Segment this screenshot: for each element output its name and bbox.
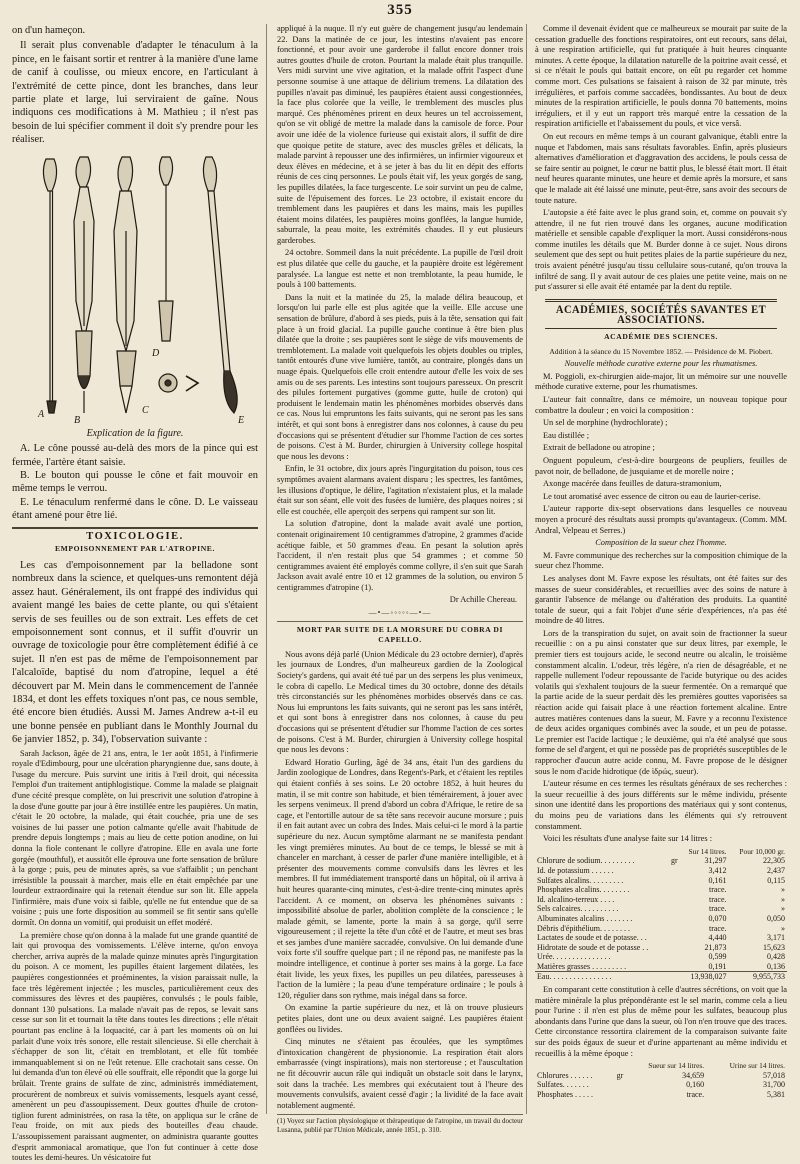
cobra-paragraph: Cinq minutes ne s'étaient pas écoulées, que les symptômes d'intoxication changèrent de physionomie. La respiration était alors embarrassée (vingt inspirations), mais non stertoreuse ; et l'auscultation ne fit découvrir aucun râle qui indiquât un obstacle soit dans le larynx, soit dans la trachée. Les membres qui exécutaient tout à l'heure des mouvements convulsifs, avaient cessé d'agir ; la lividité de la face avait notablement augmenté. — [277, 1037, 523, 1110]
table-cell — [671, 943, 679, 953]
comparison-paragraph: En comparant cette constitution à celle d'autres sécrétions, on voit que la matière minérale la plus prépondérante est le sel marin, comme cela a lieu pour l'urine : il n'en est plus de même pour les sulfates, beaucoup plus abondants dans l'urine que dans la sueur, où l'on n'en trouve que des traces. Cette circonstance ressortira clairement de la comparaison suivante faite sur des poids égaux de sueur et d'urine appartenant au même individu et recueillis à la même époque : — [535, 985, 787, 1058]
method-paragraph: M. Poggioli, ex-chirurgien aide-major, lit un mémoire sur une nouvelle méthode curative externe, pour les rhumatismes. — [535, 371, 787, 392]
table-row — [535, 924, 787, 934]
recipe-item: Axonge macérée dans feuilles de datura-stramonium, — [543, 479, 722, 489]
case-paragraph: Dans la nuit et la matinée du 25, la malade délira beaucoup, et lorsqu'on lui parle elle est plus agitée que la veille. Elle accuse une sensation de brûlure, d'abord à ses pieds, puis à la tête, sensation qui fait place à un froid glacial. La pupille gauche continue à être bien plus dilatée que la droite ; ses paupières sont le siège de vifs mouvements de tremblotement. La malade voit quelquefois les objets doubles ou triples, tantôt entourés d'une vive lumière, tantôt, au contraire, plongés dans un nuage épais. Quelquefois elle croit entendre autour d'elle les voix de ses amis ou de ses parents. Les intestins sont toujours paresseux. On prescrit des pilules fortement purgatives (gomme gutte, huile de croton) qui produisent le lendemain matin les phénomènes morbides observés dans ce cas. Nous lui empruntons les faits suivants, qui ne seront pas les sans intérêt, et qui sont bons à enregistrer dans nos colonnes, à cause du peu d'occasions qui se présentent d'étudier sur l'homme l'action de ces sortes de poisons. C'est à M. Burder, chirurgien à University college hospital que nous les devons : — [277, 292, 523, 461]
table-cell: Sels calcaires. . . . . . . . . . — [537, 904, 619, 914]
cobra-paragraph: Nous avons déjà parlé (Union Médicale du 23 octobre dernier), d'après les journaux de Londres, d'un malheureux gardien de la Zoological Society's gardens, qui avait été tué par un des serpens les plus venimeux, le cobra di capello. Le Medical times du 30 octobre, donne des détails très circonstanciés sur les phénomènes morbides observés dans ce cas. Nous lui empruntons les faits suivants, qui ne seront pas les sans intérêt, et qui sont bons à enregistrer dans nos colonnes, à cause du peu d'occasions qui se présentent d'étudier sur l'homme l'action de ces sortes de poisons. C'est à M. Burder, chirurgien à University college hospital que nous les devons : — [277, 649, 523, 755]
figure-label-c: C — [142, 404, 149, 416]
table-cell: Matières grasses . . . . . . . . . — [537, 961, 627, 971]
table-cell — [671, 885, 679, 895]
table-cell: 3,171 — [767, 933, 785, 943]
table-cell: Phosphates alcalins. . . . . . . . — [537, 885, 630, 895]
table-row — [535, 952, 787, 962]
table-header: Pour 10,000 gr. — [739, 846, 785, 856]
table-row — [535, 1071, 787, 1081]
article-lead-paragraph: Les cas d'empoisonnement par la belladone sont nombreux dans la science, et quelques-uns remontent déjà assez haut. Généralement, ils ont frappé des individus qui avaient mangé les baies de cette plante, ou qui s'étaient servis de ses feuilles ou de son extrait. Les effets de cet empoisonnement sont connus, et il suffit d'ouvrir un ouvrage de toxicologie pour être complètement édifié à ce sujet. Il n'en est pas de même de l'empoisonnement par l'alcaloïde, baptisé du nom d'atropine, lequel a été découvert par M. Mein dans le commencement de l'année 1834, et dont les effets toxiques n'ont pas, ce nous semble, été encore bien étudiés. Aussi M. James Andrew a-t-il eu une bonne pensée en publiant dans le Monthly Journal du 6e janvier 1852, p. 34), l'observation suivante : — [12, 559, 258, 746]
case-paragraph: 24 octobre. Sommeil dans la nuit précédente. La pupille de l'œil droit est plus dilatée que celle du gauche, et la paupière droite est légèrement paralysée. La langue est nette et non tremblotante, la peau humide, le pouls à 100 battements. — [277, 248, 523, 290]
table-cell — [671, 914, 679, 924]
table-header: Sur 14 litres. — [688, 846, 727, 856]
table-header: Urine sur 14 litres. — [729, 1061, 785, 1071]
table-cell: » — [781, 923, 785, 933]
figure-label-e: E — [238, 414, 245, 426]
table-cell: Chlorure de sodium. . . . . . . . . — [537, 856, 635, 866]
column-1 — [12, 24, 258, 1163]
table-cell: Hidrotate de soude et de potasse . . — [537, 942, 649, 952]
table-cell: Id. de potassium . . . . . . — [537, 865, 614, 875]
recipe-item: Eau distillée ; — [543, 430, 590, 440]
table-cell — [671, 866, 679, 876]
table-cell — [671, 962, 679, 972]
column-2 — [277, 24, 523, 1134]
table-cell: 0,070 — [708, 913, 727, 923]
table-cell: 13,938,027 — [679, 972, 729, 982]
table-cell: 5,381 — [767, 1090, 785, 1099]
table-row — [535, 943, 787, 953]
table-cell: 34,659 — [682, 1070, 705, 1080]
sweat-analysis-table — [535, 847, 787, 982]
table-cell: trace. — [686, 1090, 705, 1099]
page-number: 355 — [387, 2, 413, 18]
table-cell: Sulfates alcalins. . . . . . . . . — [537, 875, 624, 885]
table-cell: trace. — [708, 894, 727, 904]
table-cell: 3,412 — [708, 865, 727, 875]
method-title: Nouvelle méthode curative externe pour les rhumatismes. — [564, 359, 758, 369]
instruments-illustration — [16, 151, 254, 426]
table-cell: Chlorures . . . . . . — [537, 1070, 593, 1080]
figure-label-a: A — [38, 408, 45, 420]
table-row — [535, 904, 787, 914]
recipe-item: Onguent populeum, c'est-à-dire bourgeons de peupliers, feuilles de pavot noir, de belladone, de jusquiame et de morelle noire ; — [535, 455, 787, 476]
sweat-paragraph: Lors de la transpiration du sujet, on avait soin de fractionner la sueur recueillie : on a pu ainsi constater que sur deux litres, par exemple, le premier tiers est toujours acide, le second neutre ou alcalin, le troisième constamment alcalin. L'odeur, très légère, n'a rien de désagréable, et ne rappelle nullement l'odeur repoussante de l'acide butyrique ou des acides volatils qui s'exhalent toujours de la sueur fermentée. On a remarqué que la partie acide de la sueur perdait dès les premières gouttes vaporisées sa réaction acide qui faisait place à une réaction fortement alcaline. Entre autres matières contenues dans la sueur, M. Favre y a reconnu l'existence de deux acides organiques combinés avec la soude, et un peu de potasse. Le premier est l'acide lactique ; le deuxième, qui n'a été analysé que sous forme de sel d'argent, et qui ne possède pas de propriétés susceptibles de le rapprocher d'aucun autre acide connu, M. Favre propose de le désigner sous le nom d'acide hidrotique (de ἱδρώς, sueur). — [535, 628, 787, 776]
sweat-paragraph: Voici les résultats d'une analyse faite sur 14 litres : — [543, 834, 713, 844]
table-row — [535, 866, 787, 876]
table-cell: trace. — [708, 923, 727, 933]
table-row — [535, 962, 787, 972]
table-cell: Albuminates alcalins . . . . . . . — [537, 913, 633, 923]
table-cell: 22,305 — [763, 856, 785, 866]
table-row — [535, 885, 787, 895]
article-subhead-cobra: MORT PAR SUITE DE LA MORSURE DU COBRA DI CAPELLO. — [277, 621, 523, 646]
table-cell: Urée. . . . . . . . . . . . . . . — [537, 952, 611, 962]
recipe-item: Un sel de morphine (hydrochlorate) ; — [543, 418, 668, 428]
figure-caption-title: Explication de la figure. — [86, 427, 184, 439]
case-paragraph: La solution d'atropine, dont la malade avait avalé une portion, contenait originairement 10 centigrammes d'atropine, 2 grammes d'acide acétique faible, et 50 grammes d'eau. En pesant la solution après l'accident, il n'en restait plus que 54 grammes ; et comme 50 centigrammes avaient été employés comme collyre, il s'en suit que Sarah Jackson avait avalé entre 10 et 12 grammes de la solution, ou environ 5 centigrammes d'atropine (1). — [277, 519, 523, 592]
table-cell: 15,623 — [763, 942, 785, 952]
table-cell: Débris d'épithélium. . . . . . . . — [537, 923, 630, 933]
academie-title: ACADÉMIE DES SCIENCES. — [604, 332, 718, 342]
cobra-paragraph: Edward Horatio Gurling, âgé de 34 ans, était l'un des gardiens du Jardin zoologique de Londres, dans Regent's-Park, et c'étaient les reptiles qui étaient confiés à ses soins. Le 20 octobre 1852, à huit heures du matin, il se mit contre son habitude, et bien témérairement, à jouer avec les serpens venimeux. Il prend d'abord un cobra d'Afrique, le retire de sa cage, et l'entortille autour de sa tête sans recevoir aucune morsure ; puis il en fait autant avec un cobra des Indes. Mais celui-ci le mord à la partie supérieure du nez. Aucun symptôme alarmant ne se manifesta pendant les vingt premières minutes. Au bout de ce temps, le blessé se mit à chanceler en marchant, à cesser de parler d'une manière intelligible, et à présenter des mouvements comme convulsifs dans les lèvres et les membres. Il fut immédiatement transporté dans un hôpital, où il arriva à huit heures quarante-cinq minutes, c'est-à-dire trente-cinq minutes après l'accident. A ce moment, on observa les phénomènes suivants : impossibilité absolue de parler, abolition complète de la conscience ; le malade gémit, se lamente, porte la main à sa gorge, qu'il serre vigoureusement ; il rejette la tête d'un côté et de l'autre, et meut ses bras et ses jambes d'une manière saccadée, convulsive. On lui demande d'une voix forte s'il souffre quelque part ; il ne répond pas, ne manifeste pas la moindre intelligence, et continue à porter ses mains à la gorge. La face était livide, les yeux fixes, les pupilles un peu dilatées, paresseuses à l'action de la lumière ; la peau d'une température ordinaire ; le pouls à 120, régulier dans son rythme, mais inégal dans sa force. — [277, 757, 523, 1000]
table-cell: 0,161 — [708, 875, 727, 885]
table-cell: trace. — [708, 904, 727, 914]
case-paragraph: Enfin, le 31 octobre, dix jours après l'ingurgitation du poison, tous ces symptômes avaient alarmans avaient disparu ; les spectres, les fantômes, les illusions d'optique, le délire, l'agitation n'existaient plus, et la malade était sur son séant, elle voit des fusées de lumière, des plaques noires ; si elle est couchée, elle aperçoit des serpens qui rampent sur son lit. — [277, 464, 523, 516]
footnote: (1) Voyez sur l'action physiologique et thérapeutique de l'atropine, un travail du docteur Lusanna, publié par l'Union Médicale, année 1851, p. 310. — [277, 1114, 523, 1134]
table-cell: 4,440 — [708, 933, 727, 943]
table-row — [535, 1080, 787, 1090]
column-3 — [535, 24, 787, 1114]
table-row — [535, 933, 787, 943]
table-cell: » — [781, 894, 785, 904]
table-row — [535, 876, 787, 886]
figure-caption-item: A. Le cône poussé au-delà des mors de la pince qui est fermée, l'artère étant saisie. — [12, 443, 258, 468]
recipe-item: Le tout aromatisé avec essence de citron ou eau de laurier-cerise. — [543, 491, 761, 501]
table-cell: 0,115 — [767, 875, 785, 885]
table-cell: 0,160 — [686, 1080, 705, 1090]
table-cell — [671, 952, 679, 962]
table-cell: 31,700 — [763, 1080, 785, 1090]
table-row — [535, 972, 787, 982]
cobra-paragraph: On eut recours en même temps à un courant galvanique, établi entre la nuque et l'abdomen, mais sans résultats favorables. Enfin, après plusieurs alternatives d'amélioration et d'aggravation des accidens, le pouls cessa de se faire sentir au poignet, le cœur ne battit plus, le blessé était mort. Il était neuf heures quarante minutes, une heure et demie après la morsure, et sans que le malade ait été laissé une minute, peut-être, sans avoir des secours de toute nature. — [535, 131, 787, 205]
table-row — [535, 1090, 787, 1100]
table-cell: Sulfates. . . . . . . — [537, 1080, 589, 1090]
table-cell: Id. alcalino-terreux . . . . — [537, 894, 615, 904]
cobra-paragraph: L'autopsie a été faite avec le plus grand soin, et, comme on pouvait s'y attendre, il ne fut rien trouvé dans les organes, aucune modification matérielle et sensible capable d'expliquer la mort. Aussi considérons-nous comme inutiles les détails que M. Burder donne à ce sujet. Nous dirons seulement que des sept ou huit petites plaies de la partie supérieure du nez, trois avaient pénétré jusqu'au tissu cellulaire sous-cutané, qu'on trouva la infiltré de sang. Il y avait autour de ces plaies une petite veine, mais on ne put s'assurer si elle avait été entamée par la dent du reptile. — [535, 208, 787, 292]
table-cell: » — [781, 885, 785, 895]
table-cell: gr — [671, 856, 678, 866]
table-cell — [617, 1090, 625, 1100]
cobra-paragraph: Comme il devenait évident que ce malheureux se mourait par suite de la cessation graduelle des fonctions respiratoires, ont eut recours, sans délai, à une respiration artificielle, qui fut pratiquée à huit heures cinquante minutes. A cette époque, la dilatation naturelle de la poitrine avait cessé, et si ce n'était le pouls qui battait encore, on eût pu regarder cet homme comme mort. Ces pulsations se faisaient à raison de 32 par minute, très irrégulières, et parfois comme saccadées, bondissantes. Au bout de deux minutes de la respiration artificielle, le pouls donna 70 battements, moins irréguliers, et il y eut un rapport très marqué entre la cessation de la respiration artificielle et l'abaissement du pouls, et vice versâ. — [535, 24, 787, 129]
sweat-title: Composition de la sueur chez l'homme. — [595, 538, 727, 548]
cobra-paragraph: On examine la partie supérieure du nez, et là on trouve plusieurs petites plaies, dont une ou deux avaient saigné. Les paupières étaient gonflées ou livides. — [277, 1003, 523, 1034]
table-row — [535, 914, 787, 924]
sweat-paragraph: Les analyses dont M. Favre expose les résultats, ont été faites sur des masses de sueur considérables, et recueillies avec des soins de nature à garantir l'absence de mélange ou d'altération des produits. La quantité totale de sueur, qui a fait l'objet d'une série d'expériences, n'a pas été moindre de 40 litres. — [535, 573, 787, 626]
table-cell: 0,428 — [767, 952, 785, 962]
table-cell: 31,297 — [704, 856, 727, 866]
intro-fragment: on d'un hameçon. — [12, 25, 86, 36]
figure-caption — [12, 428, 258, 523]
table-header: Sueur sur 14 litres. — [648, 1061, 705, 1071]
table-row — [535, 856, 787, 866]
sweat-paragraph: L'auteur résume en ces termes les résultats généraux de ses recherches : la sueur recueillie à des jours différents sur le même individu, présente sinon une identité dans les proportions des matériaux qui y sont contenus, du moins peu de variations dans les éléments qui s'y retrouvent constamment. — [535, 779, 787, 831]
case-continued-paragraph: appliqué à la nuque. Il n'y eut guère de changement jusqu'au lendemain 22. Dans la matinée de ce jour, les intestins n'avaient pas encore fonctionné, et pour avoir une garderobe il fallut encore donner trois autres gouttes d'huile de croton. Pourtant la malade était plus tranquille. Vers midi survint une vive agitation, et la malade offrit l'aspect d'une personne soumise à une attaque de délirium tremens. La dilatation des pupilles n'avait pas diminué, les paupières étaient aussi congestionnées, la face plus colorée que la veille, le tremblement des muscles plus marqué. Ces phénomènes prirent en deux heures un tel accroissement, qu'on se vit obligé de mettre la malade dans la camisole de force. Pour avoir une idée de la violence furieuse qui existait alors, il suffit de dire que quoique petite de stature, avec des muscles grêles et délicats, la malade parvint à repousser une des infirmières, un infirmier vigoureux et deux élèves en médecine, et à se jeter à bas du lit en dépit des efforts réunis de ces cinq personnes. Le pouls était vif, les yeux gorgés de sang, les pupilles dilatées, la face turgescente. Le soir survint un peu de calme, suite de l'épuisement des forces. Le 23 octobre, il existait encore du tremblement dans les paupières et dans les mains, mais les pupilles étaient moins dilatées, les paupières moins gonflées, la langue humide, saburrale, la peau moite, les extrémités chaudes. Il y eut plusieurs garderobes. — [277, 24, 523, 245]
surgical-instruments-figure — [16, 151, 254, 426]
table-row — [535, 895, 787, 905]
table-cell: 0,191 — [708, 961, 727, 971]
table-cell — [671, 924, 679, 934]
figure-caption-item: E. Le ténaculum renfermé dans le cône. D. Le vaisseau étant amené pour être lié. — [12, 496, 258, 522]
column-rule-left — [266, 24, 267, 1114]
table-cell: Lactates de soude et de potasse. . . — [537, 933, 647, 943]
figure-caption-item: B. Le bouton qui pousse le cône et fait mouvoir en même temps le verrou. — [12, 470, 258, 495]
case-paragraph: Sarah Jackson, âgée de 21 ans, entra, le 1er août 1851, à l'infirmerie royale d'Edimbourg, pour une ulcération pharyngienne due, sans doute, à l'usage du mercure. Puis survint une iritis à l'œil droit, qui nécessita l'emploi d'un traitement antiphlogistique. Comme la malade se plaignait d'une cécité presque complète, on lui prescrivit une solution d'atropine à la dose d'une goutte par jour à être instillée entre les paupières. Un matin, c'était le 20 octobre, la malade, qui était couchée, pria une de ses voisines de lui passer une potion calmante qu'elle avait l'habitude de prendre depuis longtemps ; mais au lieu de cette potion anodine, on lui donna la fiole contenant le collyre d'atropine. Elle en avala une forte gorgée (mouthful), et aussitôt elle éprouva une forte sensation de brûlure à la gorge ; puis, peu de minutes après, sa vue s'affaiblit ; un penchant irrésistible la poussait à marcher, mais elle en était empêchée par une lourdeur extraordinaire qui la retenait étendue sur son lit. Elle appela l'infirmière, mais d'une voix si faible, qu'elle ne fut entendue que de sa voisine ; puis une forte disposition au sommeil se fit sentir sans qu'elle dormît. On donna un vomitif, qui produisit un effet modéré. — [12, 748, 258, 928]
table-cell — [671, 895, 679, 905]
table-cell: trace. — [708, 885, 727, 895]
table-cell: 21,873 — [704, 942, 727, 952]
section-title-toxicologie: TOXICOLOGIE. — [12, 527, 258, 543]
academie-session: Addition à la séance du 15 Novembre 1852. — Présidence de M. Piobert. — [549, 346, 773, 356]
table-cell: 9,955,733 — [729, 972, 787, 982]
sweat-paragraph: M. Favre communique des recherches sur la composition chimique de la sueur chez l'homme. — [535, 550, 787, 571]
table-cell: gr — [616, 1070, 624, 1080]
table-cell: 0,599 — [708, 952, 727, 962]
table-cell: 57,018 — [763, 1070, 785, 1080]
table-cell: 0,050 — [767, 913, 785, 923]
recipe-item: Extrait de belladone ou atropine ; — [543, 443, 655, 453]
column-rule-right — [526, 24, 527, 1114]
method-conclusion: L'auteur rapporte dix-sept observations dans lesquelles ce nouveau moyen a procuré des résultats aussi prompts qu'avantageux. (Comm. MM. Andral, Velpeau et Serres.) — [535, 504, 787, 535]
table-cell — [671, 933, 679, 943]
figure-label-d: D — [152, 347, 160, 359]
section-ornament: —•—◦◦◦◦◦—•— — [368, 608, 432, 618]
method-paragraph: L'auteur fait connaître, dans ce mémoire, un nouveau topique pour combattre la douleur ; en voici la composition : — [535, 395, 787, 415]
table-cell: 0,136 — [767, 961, 785, 971]
article-subhead-atropine: EMPOISONNEMENT PAR L'ATROPINE. — [55, 544, 215, 554]
figure-label-b: B — [74, 414, 81, 426]
author-signature: Dr Achille Chereau. — [449, 595, 517, 605]
table-cell — [671, 876, 679, 886]
table-cell — [671, 904, 679, 914]
table-cell: 2,437 — [767, 865, 785, 875]
case-paragraph: La première chose qu'on donna à la malade fut une grande quantité de lait qui provoqua des vomissements. L'élève interne, qu'on envoya chercher, arriva auprès de la malade quinze minutes après l'ingurgitation du poison. A ce moment, les pupilles étaient largement dilatées, les paupières congestionnées et proéminentes, la vision paraissait nulle, la face très légèrement injectée ; les muscles, particulièrement ceux des commissures des lèvres et des paupières, convulsés ; le pouls faible, donnant 130 pulsations. La malade n'avait pas de repos, se levait sans cesse sur son lit et tournait la tête dans toutes les directions ; elle n'était pourtant pas encline à la loquacité, car à part les moments où on lui parlait d'une voix très sonore, elle restait silencieuse. Si elle cherchait à s'échapper de son lit, c'était en tremblotant, et elle fût tombée immanquablement si on ne l'eût retenue. Elle crachotait sans cesse. On lui demanda d'un ton élevé où elle souffrait, elle répondit que la gorge lui brûlait. Trente grains de sulfate de zinc, administrés immédiatement, procurèrent de nombreux et suivis vomissements, lesquels ayant cessé, amenèrent un peu d'assoupissement. Deux gouttes d'huile de croton-tiglion furent administrées, on rasa la tête, on appliqua sur le crâne de l'eau froide, on mit aux pieds des bouteilles d'eau chaude. L'assoupissement paraissant augmenter, on administra quarante gouttes d'esprit ammoniacal aromatique, que l'on fut continuer à cette dose toutes les demi-heures. Un vésicatoire fut — [12, 930, 258, 1163]
intro-paragraph: Il serait plus convenable d'adapter le ténaculum à la pince, en le faisant sortir et rentrer à la manière d'une lame de canif à coulisse, ou mieux encore, en l'articulant à l'extrémité de cette pince, dont les branches, dans leur partie plate et large, lui serviraient de gaîne. Nous indiquons ces modifications à M. Mathieu ; il n'est pas besoin de lui spécifier comment il doit s'y prendre pour les réaliser. — [12, 40, 258, 146]
table-cell — [671, 972, 679, 982]
table-cell: Eau. . . . . . . . . . . . . . . . — [535, 972, 671, 982]
sweat-urine-comparison-table — [535, 1061, 787, 1099]
academies-banner: ACADÉMIES, SOCIÉTÉS SAVANTES ET ASSOCIATIONS. — [545, 299, 777, 329]
table-cell: Phosphates . . . . . — [537, 1090, 593, 1099]
table-cell — [617, 1080, 625, 1090]
table-cell: » — [781, 904, 785, 914]
